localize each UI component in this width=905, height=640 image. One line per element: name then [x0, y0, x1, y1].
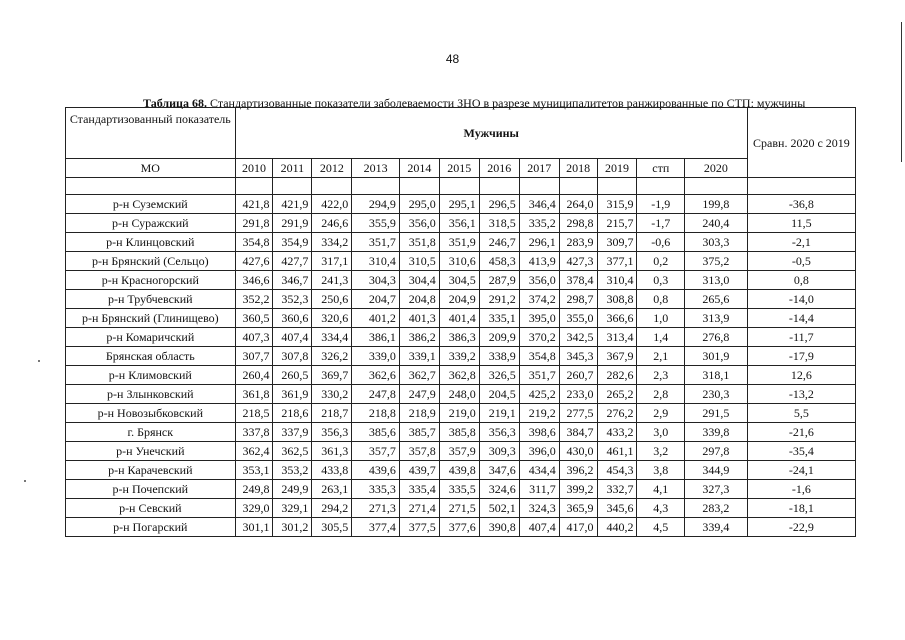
row-value: 407,4 [273, 328, 312, 347]
row-value: 427,6 [235, 252, 273, 271]
row-value: 313,0 [685, 271, 748, 290]
row-value: -17,9 [747, 347, 855, 366]
row-value: 209,9 [479, 328, 519, 347]
row-value: 458,3 [479, 252, 519, 271]
row-value: -22,9 [747, 518, 855, 537]
row-value: 433,8 [312, 461, 352, 480]
row-value: 377,5 [399, 518, 439, 537]
row-value: 334,4 [312, 328, 352, 347]
row-value: 335,5 [439, 480, 479, 499]
row-value: 352,3 [273, 290, 312, 309]
row-value: 367,9 [597, 347, 637, 366]
table-row [66, 195, 856, 214]
row-value: 3,2 [637, 442, 685, 461]
row-value: 283,2 [685, 499, 748, 518]
row-value: 362,4 [235, 442, 273, 461]
row-value: 294,2 [312, 499, 352, 518]
row-value: -35,4 [747, 442, 855, 461]
row-value: 282,6 [597, 366, 637, 385]
row-value: 339,1 [399, 347, 439, 366]
row-value: 430,0 [559, 442, 597, 461]
table-row [66, 366, 856, 385]
row-value: 310,6 [439, 252, 479, 271]
row-value: 365,9 [559, 499, 597, 518]
row-value: 309,7 [597, 233, 637, 252]
row-value: 249,8 [235, 480, 273, 499]
row-value: 337,8 [235, 423, 273, 442]
header-year: 2013 [352, 159, 400, 178]
row-value: 337,9 [273, 423, 312, 442]
row-value: 353,2 [273, 461, 312, 480]
row-value: 296,5 [479, 195, 519, 214]
row-municipality: р-н Брянский (Глинищево) [66, 309, 236, 328]
row-value: 377,1 [597, 252, 637, 271]
header-parameter: Стандартизованный показатель [66, 108, 236, 159]
header-year: 2012 [312, 159, 352, 178]
table-row [66, 214, 856, 233]
row-value: 502,1 [479, 499, 519, 518]
row-value: 378,4 [559, 271, 597, 290]
row-value: 339,8 [685, 423, 748, 442]
row-value: 344,9 [685, 461, 748, 480]
table-row [66, 480, 856, 499]
row-value: 385,7 [399, 423, 439, 442]
row-value: 0,8 [637, 290, 685, 309]
row-value: 339,0 [352, 347, 400, 366]
row-value: 354,8 [519, 347, 559, 366]
row-municipality: р-н Карачевский [66, 461, 236, 480]
row-value: 296,1 [519, 233, 559, 252]
row-municipality: Брянская область [66, 347, 236, 366]
row-value: 352,2 [235, 290, 273, 309]
row-value: 334,2 [312, 233, 352, 252]
row-municipality: р-н Унечский [66, 442, 236, 461]
row-municipality: р-н Погарский [66, 518, 236, 537]
row-municipality: р-н Красногорский [66, 271, 236, 290]
row-value: 434,4 [519, 461, 559, 480]
page-edge-rule [901, 22, 902, 162]
row-value: 295,1 [439, 195, 479, 214]
row-value: 421,8 [235, 195, 273, 214]
row-value: 291,9 [273, 214, 312, 233]
row-value: 4,1 [637, 480, 685, 499]
row-value: 260,7 [559, 366, 597, 385]
row-value: 386,1 [352, 328, 400, 347]
row-value: 385,8 [439, 423, 479, 442]
row-value: 5,5 [747, 404, 855, 423]
scan-speck [38, 360, 40, 362]
row-value: -1,6 [747, 480, 855, 499]
row-value: 11,5 [747, 214, 855, 233]
row-value: 271,4 [399, 499, 439, 518]
row-value: 307,8 [273, 347, 312, 366]
header-year: 2020 [685, 159, 748, 178]
row-value: 395,0 [519, 309, 559, 328]
row-value: 276,8 [685, 328, 748, 347]
row-value: 354,9 [273, 233, 312, 252]
row-value: 407,4 [519, 518, 559, 537]
row-value: 2,3 [637, 366, 685, 385]
row-value: 361,9 [273, 385, 312, 404]
row-value: 327,3 [685, 480, 748, 499]
row-value: 4,5 [637, 518, 685, 537]
row-value: 439,8 [439, 461, 479, 480]
table-caption-text: Стандартизованные показатели заболеваемости ЗНО в разрезе муниципалитетов ранжированные по СТП: мужчины [206, 96, 806, 110]
row-value: 230,3 [685, 385, 748, 404]
row-municipality: р-н Брянский (Сельцо) [66, 252, 236, 271]
row-value: 353,1 [235, 461, 273, 480]
row-value: 439,6 [352, 461, 400, 480]
row-value: 401,2 [352, 309, 400, 328]
spacer-row [66, 178, 856, 195]
row-value: 401,3 [399, 309, 439, 328]
table-row [66, 233, 856, 252]
row-value: 356,0 [519, 271, 559, 290]
row-value: 357,8 [399, 442, 439, 461]
row-value: 265,6 [685, 290, 748, 309]
table-row [66, 290, 856, 309]
row-value: 311,7 [519, 480, 559, 499]
row-value: 439,7 [399, 461, 439, 480]
table-row [66, 347, 856, 366]
row-value: 295,0 [399, 195, 439, 214]
row-value: 332,7 [597, 480, 637, 499]
row-value: 356,3 [479, 423, 519, 442]
table-caption-label: Таблица 68. [143, 96, 207, 110]
row-value: 335,3 [352, 480, 400, 499]
row-value: 374,2 [519, 290, 559, 309]
row-value: 2,1 [637, 347, 685, 366]
row-value: -11,7 [747, 328, 855, 347]
row-value: 385,6 [352, 423, 400, 442]
row-value: 351,7 [519, 366, 559, 385]
row-value: 304,4 [399, 271, 439, 290]
row-value: 369,7 [312, 366, 352, 385]
row-value: 317,1 [312, 252, 352, 271]
scan-speck [24, 480, 26, 482]
table-row [66, 442, 856, 461]
row-value: 219,1 [479, 404, 519, 423]
row-value: 396,0 [519, 442, 559, 461]
row-value: 338,9 [479, 347, 519, 366]
row-value: 2,8 [637, 385, 685, 404]
row-value: 303,3 [685, 233, 748, 252]
row-value: 233,0 [559, 385, 597, 404]
row-value: 307,7 [235, 347, 273, 366]
row-value: 356,0 [399, 214, 439, 233]
row-value: 399,2 [559, 480, 597, 499]
row-value: 324,3 [519, 499, 559, 518]
row-value: 246,7 [479, 233, 519, 252]
row-value: 4,3 [637, 499, 685, 518]
row-value: 310,4 [352, 252, 400, 271]
row-value: 277,5 [559, 404, 597, 423]
row-value: 346,4 [519, 195, 559, 214]
row-value: 248,0 [439, 385, 479, 404]
page-number: 48 [445, 52, 460, 66]
row-value: 318,5 [479, 214, 519, 233]
row-municipality: р-н Новозыбковский [66, 404, 236, 423]
header-year: 2018 [559, 159, 597, 178]
row-value: 390,8 [479, 518, 519, 537]
row-value: 330,2 [312, 385, 352, 404]
row-value: 355,9 [352, 214, 400, 233]
row-value: 386,2 [399, 328, 439, 347]
header-year: 2011 [273, 159, 312, 178]
row-value: 425,2 [519, 385, 559, 404]
table-row [66, 309, 856, 328]
row-value: 326,2 [312, 347, 352, 366]
row-value: 219,2 [519, 404, 559, 423]
row-value: 361,8 [235, 385, 273, 404]
row-value: 204,9 [439, 290, 479, 309]
row-value: 260,5 [273, 366, 312, 385]
row-value: 407,3 [235, 328, 273, 347]
row-value: 413,9 [519, 252, 559, 271]
row-value: 366,6 [597, 309, 637, 328]
row-municipality: г. Брянск [66, 423, 236, 442]
row-value: 276,2 [597, 404, 637, 423]
row-value: 377,6 [439, 518, 479, 537]
row-value: 339,2 [439, 347, 479, 366]
row-municipality: р-н Злынковский [66, 385, 236, 404]
row-value: 362,6 [352, 366, 400, 385]
row-value: 271,3 [352, 499, 400, 518]
header-year: 2014 [399, 159, 439, 178]
table-row [66, 271, 856, 290]
row-value: 301,1 [235, 518, 273, 537]
row-value: 1,0 [637, 309, 685, 328]
row-value: 301,2 [273, 518, 312, 537]
row-value: 287,9 [479, 271, 519, 290]
row-value: 417,0 [559, 518, 597, 537]
row-value: 354,8 [235, 233, 273, 252]
header-men: Мужчины [235, 108, 747, 159]
row-value: 324,6 [479, 480, 519, 499]
row-value: 318,1 [685, 366, 748, 385]
row-value: 264,0 [559, 195, 597, 214]
row-value: 298,8 [559, 214, 597, 233]
row-value: 421,9 [273, 195, 312, 214]
row-value: 384,7 [559, 423, 597, 442]
row-value: 271,5 [439, 499, 479, 518]
row-value: 345,3 [559, 347, 597, 366]
row-value: 219,0 [439, 404, 479, 423]
row-municipality: р-н Почепский [66, 480, 236, 499]
row-value: -18,1 [747, 499, 855, 518]
table-row [66, 518, 856, 537]
header-year: 2010 [235, 159, 273, 178]
row-value: -14,0 [747, 290, 855, 309]
row-value: 339,4 [685, 518, 748, 537]
row-value: 433,2 [597, 423, 637, 442]
row-value: 360,5 [235, 309, 273, 328]
row-value: 3,8 [637, 461, 685, 480]
row-value: 204,8 [399, 290, 439, 309]
row-value: 249,9 [273, 480, 312, 499]
row-value: 301,9 [685, 347, 748, 366]
row-value: 351,7 [352, 233, 400, 252]
row-value: 3,0 [637, 423, 685, 442]
row-value: 401,4 [439, 309, 479, 328]
row-value: 298,7 [559, 290, 597, 309]
row-value: 347,6 [479, 461, 519, 480]
row-value: 218,9 [399, 404, 439, 423]
row-municipality: р-н Севский [66, 499, 236, 518]
row-value: 309,3 [479, 442, 519, 461]
row-value: 204,5 [479, 385, 519, 404]
row-value: 260,4 [235, 366, 273, 385]
table-row [66, 461, 856, 480]
row-value: 215,7 [597, 214, 637, 233]
row-value: 308,8 [597, 290, 637, 309]
row-value: 360,6 [273, 309, 312, 328]
row-value: 329,0 [235, 499, 273, 518]
row-municipality: р-н Суземский [66, 195, 236, 214]
row-value: 370,2 [519, 328, 559, 347]
row-value: 427,7 [273, 252, 312, 271]
row-value: 375,2 [685, 252, 748, 271]
row-value: 313,9 [685, 309, 748, 328]
row-value: -1,9 [637, 195, 685, 214]
row-value: 310,4 [597, 271, 637, 290]
row-value: 283,9 [559, 233, 597, 252]
header-year: 2016 [479, 159, 519, 178]
row-value: 297,8 [685, 442, 748, 461]
incidence-table [65, 107, 856, 537]
row-value: 329,1 [273, 499, 312, 518]
row-value: -13,2 [747, 385, 855, 404]
header-year: стп [637, 159, 685, 178]
row-value: -21,6 [747, 423, 855, 442]
row-value: 304,3 [352, 271, 400, 290]
row-value: 218,7 [312, 404, 352, 423]
row-value: 398,6 [519, 423, 559, 442]
row-value: 240,4 [685, 214, 748, 233]
row-value: 342,5 [559, 328, 597, 347]
row-value: 461,1 [597, 442, 637, 461]
row-value: 291,5 [685, 404, 748, 423]
row-value: 313,4 [597, 328, 637, 347]
row-municipality: р-н Клинцовский [66, 233, 236, 252]
row-value: 427,3 [559, 252, 597, 271]
row-value: 12,6 [747, 366, 855, 385]
table-row [66, 328, 856, 347]
row-value: 305,5 [312, 518, 352, 537]
row-value: 355,0 [559, 309, 597, 328]
row-value: 335,1 [479, 309, 519, 328]
table-row [66, 252, 856, 271]
row-value: 396,2 [559, 461, 597, 480]
row-value: -0,6 [637, 233, 685, 252]
table-row [66, 404, 856, 423]
row-municipality: р-н Суражский [66, 214, 236, 233]
header-year: 2017 [519, 159, 559, 178]
row-value: -24,1 [747, 461, 855, 480]
row-value: 0,2 [637, 252, 685, 271]
row-value: -2,1 [747, 233, 855, 252]
row-value: 218,8 [352, 404, 400, 423]
row-value: 345,6 [597, 499, 637, 518]
row-value: -1,7 [637, 214, 685, 233]
row-value: 263,1 [312, 480, 352, 499]
table-row [66, 499, 856, 518]
header-compare: Сравн. 2020 с 2019 [747, 108, 855, 178]
row-value: 218,6 [273, 404, 312, 423]
table-row [66, 423, 856, 442]
row-value: 377,4 [352, 518, 400, 537]
row-value: 291,8 [235, 214, 273, 233]
row-value: 304,5 [439, 271, 479, 290]
header-year: 2019 [597, 159, 637, 178]
row-value: 204,7 [352, 290, 400, 309]
row-value: 218,5 [235, 404, 273, 423]
row-value: 356,1 [439, 214, 479, 233]
row-municipality: р-н Трубчевский [66, 290, 236, 309]
row-value: 357,7 [352, 442, 400, 461]
table-row [66, 385, 856, 404]
row-value: 362,7 [399, 366, 439, 385]
row-value: 351,8 [399, 233, 439, 252]
row-value: 2,9 [637, 404, 685, 423]
row-value: 199,8 [685, 195, 748, 214]
row-value: 250,6 [312, 290, 352, 309]
row-value: 247,9 [399, 385, 439, 404]
row-value: 422,0 [312, 195, 352, 214]
row-value: 1,4 [637, 328, 685, 347]
row-value: 246,6 [312, 214, 352, 233]
row-value: 357,9 [439, 442, 479, 461]
row-value: 320,6 [312, 309, 352, 328]
row-value: 310,5 [399, 252, 439, 271]
row-value: 361,3 [312, 442, 352, 461]
row-value: 362,5 [273, 442, 312, 461]
row-municipality: р-н Климовский [66, 366, 236, 385]
row-value: 247,8 [352, 385, 400, 404]
row-value: 351,9 [439, 233, 479, 252]
row-value: 346,6 [235, 271, 273, 290]
row-value: 335,2 [519, 214, 559, 233]
row-value: 346,7 [273, 271, 312, 290]
header-mo: МО [66, 159, 236, 178]
row-value: 294,9 [352, 195, 400, 214]
row-value: 241,3 [312, 271, 352, 290]
row-value: 356,3 [312, 423, 352, 442]
row-value: 0,8 [747, 271, 855, 290]
row-value: 291,2 [479, 290, 519, 309]
row-value: 440,2 [597, 518, 637, 537]
row-value: 265,2 [597, 385, 637, 404]
row-value: -36,8 [747, 195, 855, 214]
row-value: 335,4 [399, 480, 439, 499]
row-municipality: р-н Комаричский [66, 328, 236, 347]
row-value: 386,3 [439, 328, 479, 347]
row-value: 315,9 [597, 195, 637, 214]
row-value: 454,3 [597, 461, 637, 480]
row-value: 326,5 [479, 366, 519, 385]
row-value: 0,3 [637, 271, 685, 290]
row-value: -14,4 [747, 309, 855, 328]
row-value: -0,5 [747, 252, 855, 271]
header-year: 2015 [439, 159, 479, 178]
row-value: 362,8 [439, 366, 479, 385]
